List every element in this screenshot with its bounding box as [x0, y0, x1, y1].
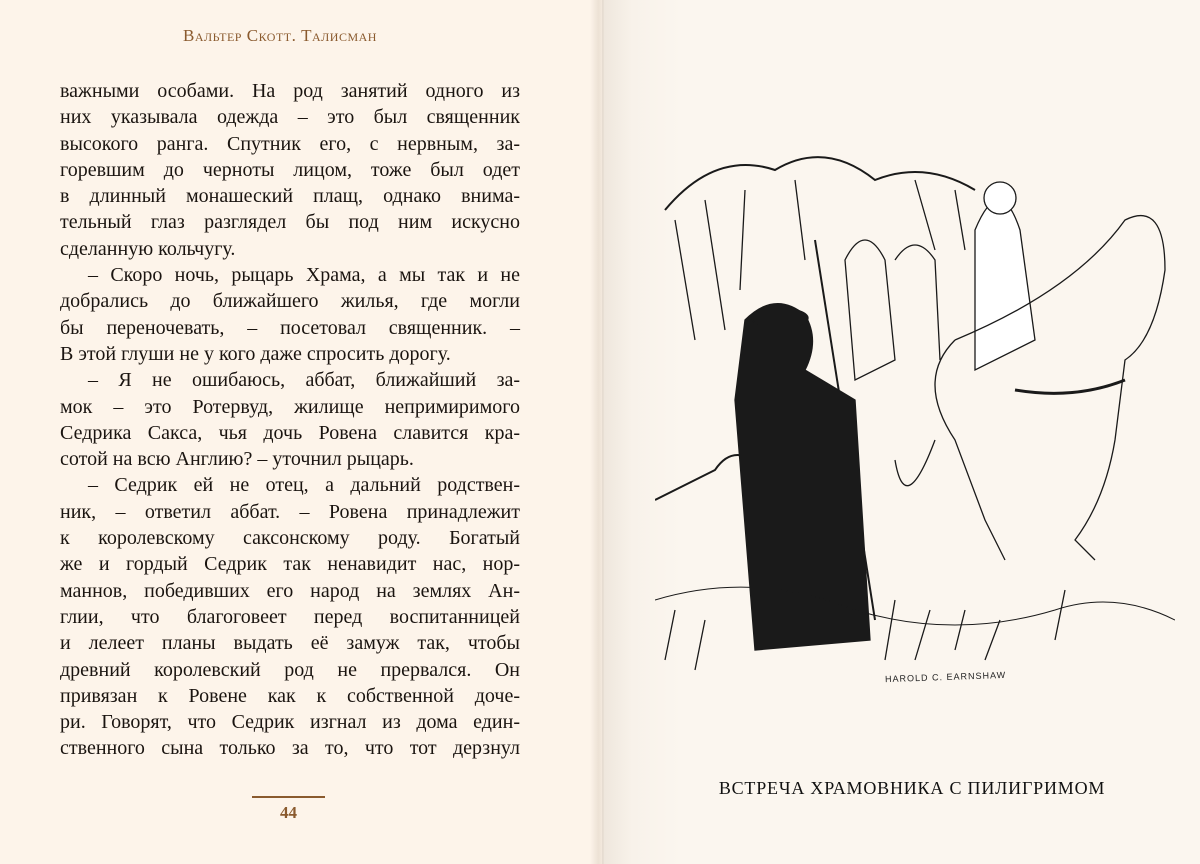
text-line: ственного сына только за то, что тот дерзнул [60, 737, 520, 760]
text-line: – Седрик ей не отец, а дальний родствен- [88, 474, 520, 497]
text-line: ник, – ответил аббат. – Ровена принадлежит [60, 500, 520, 523]
illustration-caption: ВСТРЕЧА ХРАМОВНИКА С ПИЛИГРИМОМ [718, 778, 1106, 798]
text-line: же и гордый Седрик так ненавидит нас, нор- [60, 553, 520, 576]
text-line: – Скоро ночь, рыцарь Храма, а мы так и не [88, 264, 520, 287]
text-line: маннов, победивших его народ на землях Ан- [60, 579, 520, 602]
text-line: мок – это Ротервуд, жилище непримиримого [60, 395, 520, 418]
text-line: сделанную кольчугу. [60, 237, 236, 260]
text-line: бы переночевать, – посетовал священник. – [60, 316, 520, 339]
text-line: древний королевский род не прервался. Он [60, 658, 520, 681]
text-line: в длинный монашеский плащ, однако внима- [60, 185, 520, 208]
text-line: и лелеет планы выдать её замуж так, чтобы [60, 632, 520, 655]
text-line: горевшим до черноты лицом, тоже был одет [60, 158, 520, 181]
text-line: привязан к Ровене как к собственной доче- [60, 684, 520, 707]
gutter-shadow [590, 0, 604, 864]
text-line: ри. Говорят, что Седрик изгнал из дома един- [60, 711, 520, 734]
text-line: добрались до ближайшего жилья, где могли [60, 290, 520, 313]
folio-rule [252, 796, 325, 798]
text-line: к королевскому саксонскому роду. Богатый [60, 527, 520, 550]
text-line: В этой глуши не у кого даже спросить дорогу. [60, 342, 451, 365]
text-line: высокого ранга. Спутник его, с нервным, за- [60, 132, 520, 155]
illustration-signature: HAROLD C. EARNSHAW [884, 669, 1007, 685]
text-line: Седрика Сакса, чья дочь Ровена славится кра- [60, 421, 520, 444]
text-line: них указывала одежда – это был священник [60, 106, 520, 129]
text-line: – Я не ошибаюсь, аббат, ближайший за- [88, 369, 520, 392]
text-line: тельный глаз разглядел бы под ним искусно [60, 211, 520, 234]
body-text [60, 78, 520, 762]
text-line: важными особами. На род занятий одного из [60, 80, 520, 102]
text-line: сотой на всю Англию? – уточнил рыцарь. [60, 448, 414, 471]
illustration [655, 140, 1175, 700]
running-head: Вальтер Скотт. Талисман [183, 26, 377, 45]
text-line: глии, что благоговеет перед воспитанницей [60, 605, 520, 628]
page-number: 44 [280, 803, 297, 822]
